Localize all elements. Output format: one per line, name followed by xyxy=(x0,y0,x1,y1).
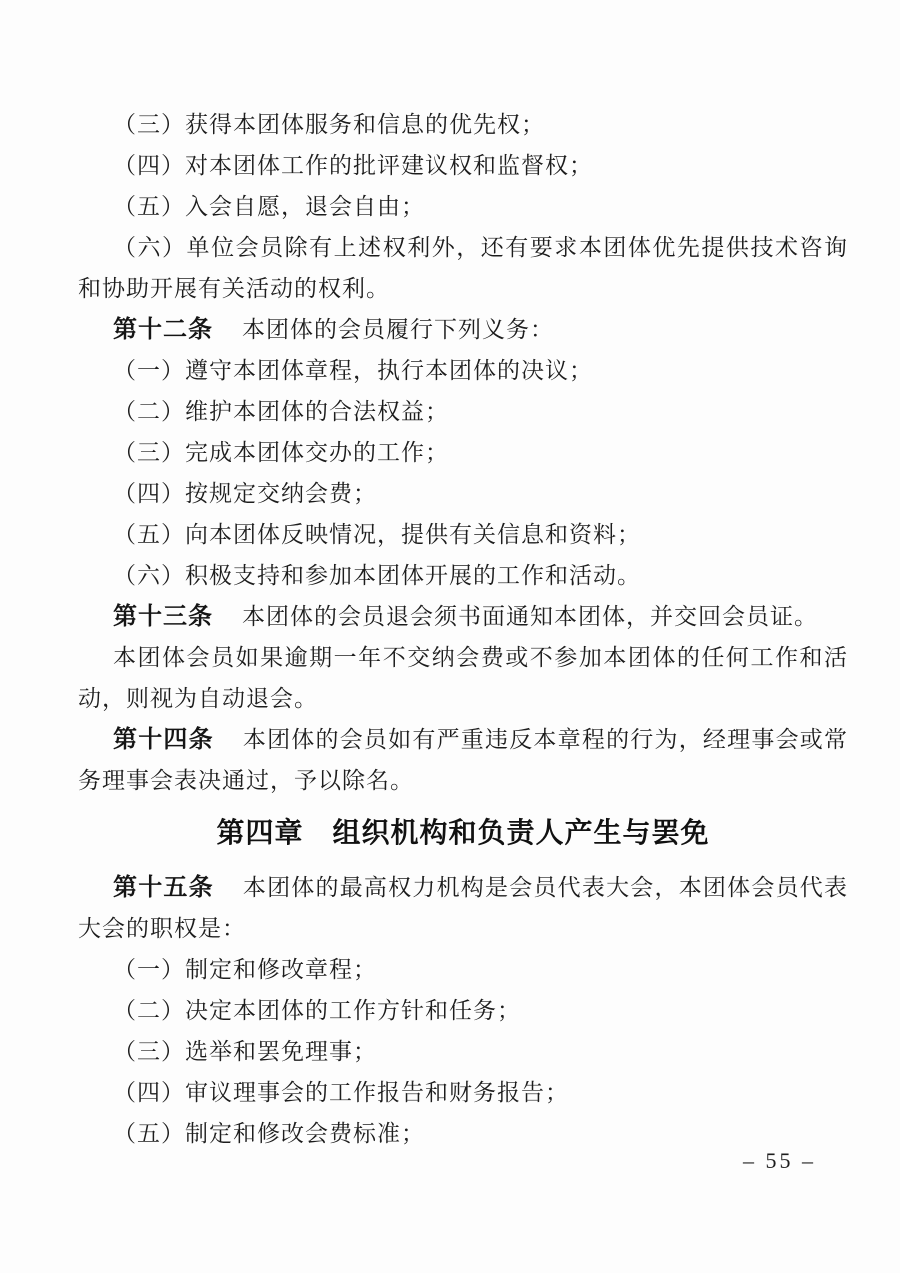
paragraph xyxy=(78,104,848,145)
paragraph xyxy=(78,391,848,432)
paragraph-text: （四）审议理事会的工作报告和财务报告； xyxy=(113,1080,569,1105)
paragraph xyxy=(78,637,848,719)
paragraph-text: （五）制定和修改会费标准； xyxy=(113,1121,425,1146)
article-number: 第十三条 xyxy=(113,603,213,630)
chapter-heading xyxy=(78,811,848,855)
paragraph xyxy=(78,555,848,596)
paragraph-text: （四）对本团体工作的批评建议权和监督权； xyxy=(113,153,593,178)
paragraph xyxy=(78,145,848,186)
paragraph-text: （六）积极支持和参加本团体开展的工作和活动。 xyxy=(113,563,641,588)
paragraph xyxy=(78,350,848,391)
paragraph-text: （五）入会自愿，退会自由； xyxy=(113,194,425,219)
article-number: 第十五条 xyxy=(113,874,214,901)
article-paragraph xyxy=(78,867,848,949)
document-body xyxy=(78,104,848,1154)
paragraph xyxy=(78,1031,848,1072)
paragraph xyxy=(78,186,848,227)
paragraph-text: （六）单位会员除有上述权利外，还有要求本团体优先提供技术咨询和协助开展有关活动的权利。 xyxy=(78,235,848,301)
paragraph-text: （三）选举和罢免理事； xyxy=(113,1039,377,1064)
article-number: 第十四条 xyxy=(113,726,214,753)
article-paragraph xyxy=(78,309,848,350)
article-paragraph xyxy=(78,596,848,637)
paragraph xyxy=(78,473,848,514)
paragraph xyxy=(78,514,848,555)
page-number-label: – 55 – xyxy=(743,1148,816,1173)
paragraph-text: （一）遵守本团体章程，执行本团体的决议； xyxy=(113,358,593,383)
paragraph xyxy=(78,1113,848,1154)
paragraph-text: （一）制定和修改章程； xyxy=(113,957,377,982)
article-paragraph xyxy=(78,719,848,801)
paragraph xyxy=(78,949,848,990)
article-number: 第十二条 xyxy=(113,316,213,343)
paragraph-text: （五）向本团体反映情况，提供有关信息和资料； xyxy=(113,522,641,547)
paragraph xyxy=(78,990,848,1031)
paragraph xyxy=(78,432,848,473)
paragraph-text: 本团体的会员履行下列义务： xyxy=(242,317,554,342)
paragraph-text: （二）决定本团体的工作方针和任务； xyxy=(113,998,521,1023)
paragraph-text: 本团体会员如果逾期一年不交纳会费或不参加本团体的任何工作和活动，则视为自动退会。 xyxy=(78,645,848,711)
paragraph-text: 第四章 组织机构和负责人产生与罢免 xyxy=(216,817,710,848)
paragraph xyxy=(78,1072,848,1113)
paragraph-text: （三）完成本团体交办的工作； xyxy=(113,440,449,465)
paragraph xyxy=(78,227,848,309)
paragraph-text: 本团体的最高权力机构是会员代表大会，本团体会员代表大会的职权是： xyxy=(78,875,849,941)
page-number xyxy=(743,1148,816,1174)
paragraph-text: （三）获得本团体服务和信息的优先权； xyxy=(113,112,545,137)
paragraph-text: （四）按规定交纳会费； xyxy=(113,481,377,506)
paragraph-text: （二）维护本团体的合法权益； xyxy=(113,399,449,424)
paragraph-text: 本团体的会员退会须书面通知本团体，并交回会员证。 xyxy=(242,604,818,629)
paragraph-text: 本团体的会员如有严重违反本章程的行为，经理事会或常务理事会表决通过，予以除名。 xyxy=(78,727,849,793)
